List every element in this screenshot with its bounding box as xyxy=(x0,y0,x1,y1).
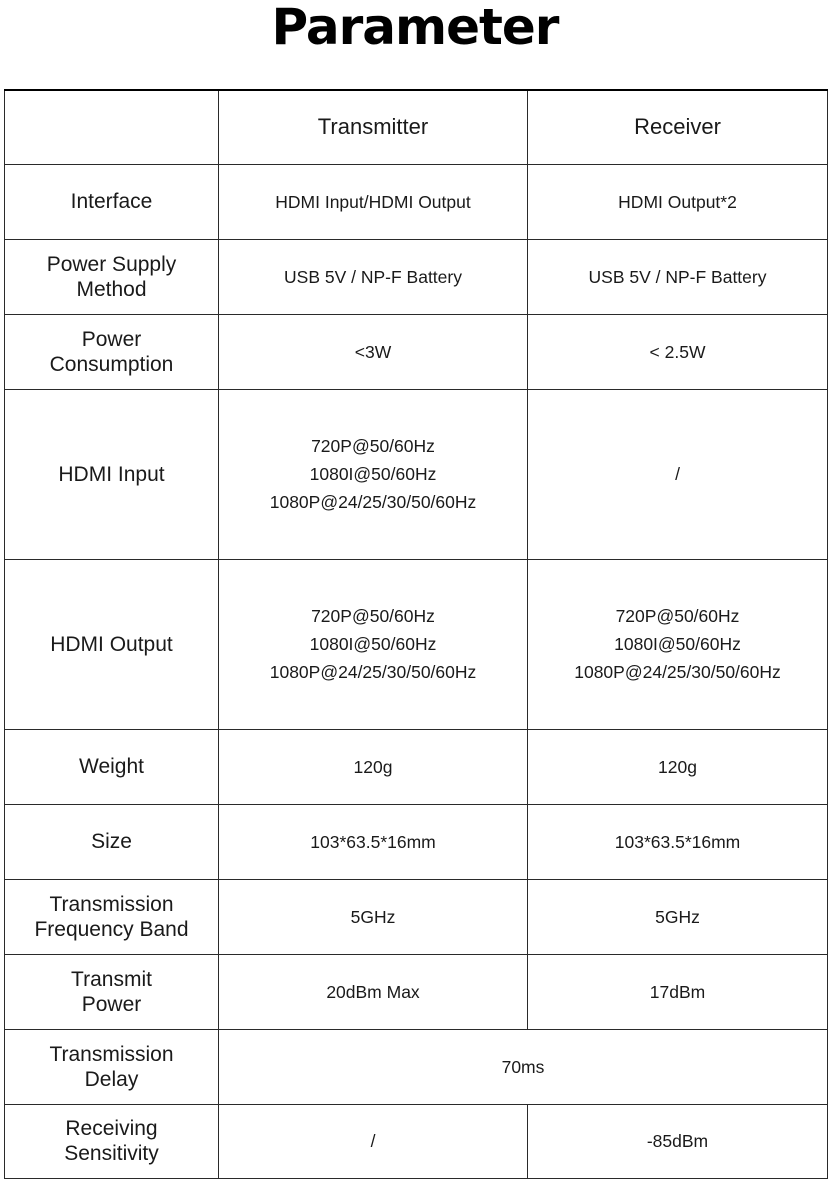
row-label xyxy=(5,804,219,879)
cell-line: -85dBm xyxy=(646,1131,709,1151)
receiver-value-cell xyxy=(528,1104,828,1178)
receiver-value-cell xyxy=(528,879,828,954)
receiver-value-cell xyxy=(528,729,828,804)
page-title: Parameter xyxy=(271,0,559,56)
cell-line: 103*63.5*16mm xyxy=(310,831,436,852)
cell-line: 720P@50/60Hz xyxy=(311,606,435,626)
receiver-value-cell xyxy=(528,954,828,1029)
cell-line: / xyxy=(675,464,680,484)
cell-line: Size xyxy=(91,830,132,853)
row-label xyxy=(5,1104,219,1178)
transmitter-value-cell xyxy=(219,1104,528,1178)
cell-line: Power Supply xyxy=(46,252,177,276)
table-row xyxy=(5,164,828,239)
row-label xyxy=(5,164,219,239)
row-label xyxy=(5,559,219,729)
cell-line: USB 5V / NP-F Battery xyxy=(588,266,767,287)
transmitter-value-cell xyxy=(219,729,528,804)
table-row xyxy=(5,729,828,804)
cell-line: 1080I@50/60Hz xyxy=(309,634,437,654)
receiver-value-cell xyxy=(528,314,828,389)
cell-line: 103*63.5*16mm xyxy=(614,831,741,852)
cell-line: HDMI Output*2 xyxy=(618,191,737,212)
cell-line: USB 5V / NP-F Battery xyxy=(284,266,462,287)
row-label xyxy=(5,389,219,559)
row-label xyxy=(5,879,219,954)
cell-line: HDMI Input xyxy=(58,462,165,486)
row-label xyxy=(5,729,219,804)
transmitter-value-cell xyxy=(219,804,528,879)
receiver-value-cell xyxy=(528,164,828,239)
column-header-transmitter: Transmitter xyxy=(219,90,528,164)
table-row xyxy=(5,954,828,1029)
transmitter-value-cell xyxy=(219,314,528,389)
shared-value-cell xyxy=(219,1029,828,1104)
cell-line: Transmit xyxy=(71,967,152,991)
cell-line: 1080P@24/25/30/50/60Hz xyxy=(269,492,477,512)
table-row xyxy=(5,1104,828,1178)
cell-line: Weight xyxy=(79,755,144,778)
row-label xyxy=(5,314,219,389)
transmitter-value-cell xyxy=(219,239,528,314)
transmitter-value-cell xyxy=(219,389,528,559)
cell-line: Sensitivity xyxy=(64,1142,159,1165)
cell-line: 120g xyxy=(658,756,697,777)
cell-line: 1080P@24/25/30/50/60Hz xyxy=(269,662,477,682)
cell-line: 1080P@24/25/30/50/60Hz xyxy=(574,662,781,682)
cell-line: 720P@50/60Hz xyxy=(615,606,740,626)
cell-line: / xyxy=(370,1131,376,1151)
cell-line: 5GHz xyxy=(655,906,700,927)
table-row xyxy=(5,804,828,879)
table-row xyxy=(5,239,828,314)
cell-line: Power xyxy=(81,992,142,1016)
cell-line: Frequency Band xyxy=(34,917,189,941)
column-header-receiver: Receiver xyxy=(528,90,828,164)
receiver-value-cell xyxy=(528,559,828,729)
transmitter-value-cell xyxy=(219,164,528,239)
table-row xyxy=(5,314,828,389)
cell-line: 1080I@50/60Hz xyxy=(614,634,741,654)
parameter-table xyxy=(4,89,828,1179)
cell-line: Receiving xyxy=(65,1117,158,1140)
cell-line: HDMI Input/HDMI Output xyxy=(275,191,471,212)
receiver-value-cell xyxy=(528,804,828,879)
receiver-value-cell xyxy=(528,239,828,314)
cell-line: 70ms xyxy=(501,1056,545,1077)
row-label xyxy=(5,1029,219,1104)
table-row xyxy=(5,389,828,559)
row-label xyxy=(5,954,219,1029)
receiver-value-cell xyxy=(528,389,828,559)
cell-line: Interface xyxy=(70,190,153,213)
transmitter-value-cell xyxy=(219,879,528,954)
row-label xyxy=(5,239,219,314)
cell-line: Delay xyxy=(84,1067,139,1091)
cell-line: 1080I@50/60Hz xyxy=(309,464,437,484)
cell-line: Transmission xyxy=(49,1042,174,1066)
table-row xyxy=(5,879,828,954)
header-blank-cell xyxy=(5,90,219,164)
cell-line: <3W xyxy=(354,341,392,362)
transmitter-value-cell xyxy=(219,559,528,729)
cell-line: 17dBm xyxy=(649,981,706,1002)
cell-line: 720P@50/60Hz xyxy=(311,436,435,456)
cell-line: 5GHz xyxy=(350,906,396,927)
cell-line: HDMI Output xyxy=(50,632,173,656)
cell-line: 20dBm Max xyxy=(326,981,420,1002)
cell-line: Consumption xyxy=(49,352,174,376)
cell-line: Power xyxy=(81,327,142,351)
table-header-row xyxy=(5,90,828,164)
cell-line: Transmission xyxy=(49,892,174,916)
table-row xyxy=(5,1029,828,1104)
cell-line: < 2.5W xyxy=(649,341,706,362)
transmitter-value-cell xyxy=(219,954,528,1029)
cell-line: Method xyxy=(76,277,147,301)
cell-line: 120g xyxy=(353,756,393,777)
table-row xyxy=(5,559,828,729)
